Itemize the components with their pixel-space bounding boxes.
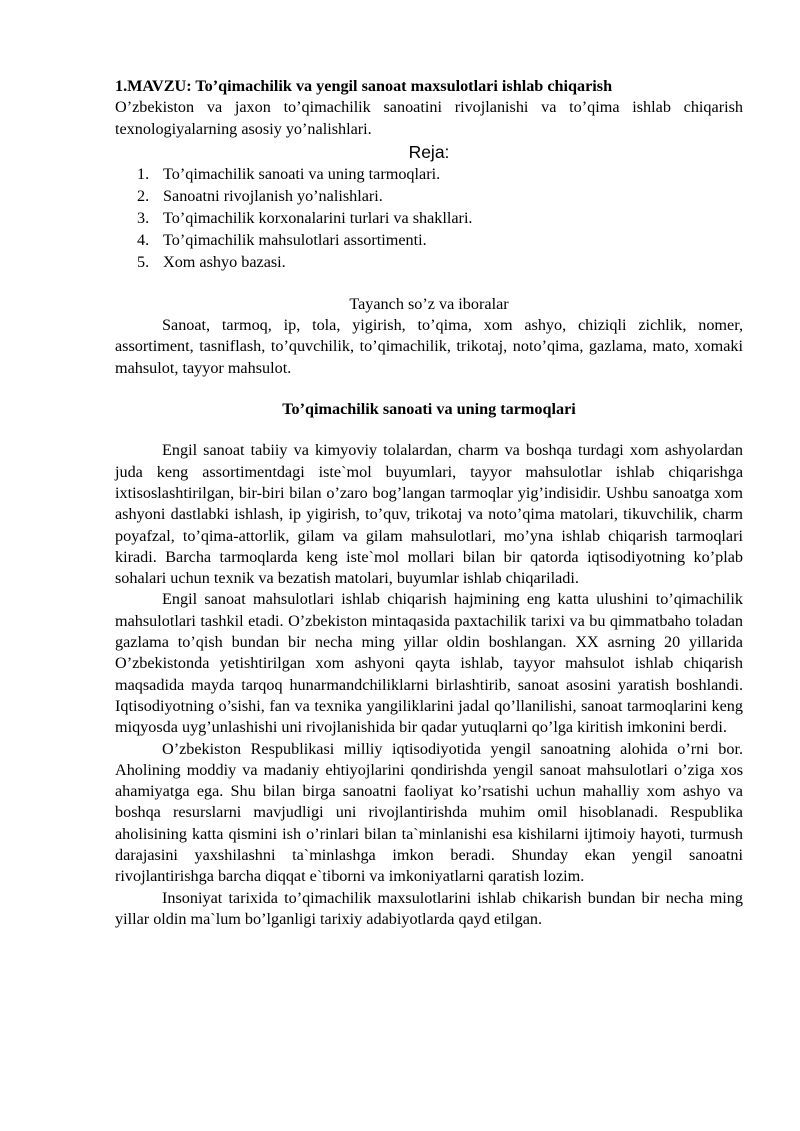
plan-item-number: 2.	[137, 186, 150, 205]
document-title: 1.MAVZU: To’qimachilik va yengil sanoat maxsulotlari ishlab chiqarish	[115, 77, 613, 95]
plan-item-text: To’qimachilik korxonalarini turlari va shakllari.	[163, 208, 473, 227]
section-heading: To’qimachilik sanoati va uning tarmoqlari	[282, 400, 576, 419]
plan-item-text: To’qimachilik sanoati va uning tarmoqlari.	[163, 164, 441, 183]
plan-item	[137, 164, 743, 186]
spacer	[115, 420, 743, 440]
body-paragraph: Insoniyat tarixida to’qimachilik maxsulotlarini ishlab chikarish bundan bir necha ming yillar oldin ma`lum bo’lganligi tarixiy adabiyotlarda qayd etilgan.	[115, 888, 743, 928]
plan-item-number: 4.	[137, 230, 150, 249]
plan-list	[115, 164, 743, 274]
plan-heading: Reja:	[408, 141, 450, 162]
keywords-heading: Tayanch so’z va iboralar	[349, 294, 509, 313]
spacer	[115, 274, 743, 294]
plan-item	[137, 208, 743, 230]
document-page	[115, 76, 743, 930]
body-paragraph: Engil sanoat mahsulotlari ishlab chiqarish hajmining eng katta ulushini to’qimachilik mahsulotlari tashkil etadi. O’zbekiston mintaqasida paxtachilik tarixi va bu qimmatbaho toladan gazlama to’qish bundan bir necha ming yillar oldin boshlangan. XX asrning 20 yillarida O’zbekistonda yetishtirilgan xom ashyoni qayta ishlab, tayyor mahsulot ishlab chiqarish maqsadida mayda tarqoq hunarmandchiliklarni birlashtirib, sanoat asosini yaratish boshlandi. Iqtisodiyotning o’sishi, fan va texnika yangiliklarini jadal qo’llanilishi, sanoat tarmoqlarini keng miqyosda uyg’unlashishi uni rivojlanishida bir qadar yutuqlarni qo’lga kiritish imkonini berdi.	[115, 590, 743, 737]
plan-item	[137, 186, 743, 208]
plan-item-text: To’qimachilik mahsulotlari assortimenti.	[163, 230, 427, 249]
spacer	[115, 379, 743, 399]
plan-item-number: 1.	[137, 164, 150, 183]
intro-text: O’zbekiston va jaxon to’qimachilik sanoatini rivojlanishi va to’qima ishlab chiqarish texnologiyalarning asosiy yo’nalishlari.	[115, 98, 743, 138]
body-paragraph: Engil sanoat tabiiy va kimyoviy tolalardan, charm va boshqa turdagi xom ashyolardan juda keng assortimentdagi iste`mol buyumlari, tayyor mahsulotlar ishlab chiqarishga ixtisoslashtirilgan, bir-biri bilan o’zaro bog’langan tarmoqlar yig’indisidir. Ushbu sanoatga xom ashyoni dastlabki ishlash, ip yigirish, to’quv, trikotaj va noto’qima matolari, tikuvchilik, charm poyafzal, to’qima-attorlik, gilam va gilam mahsulotlari, mo’yna ishlab chiqarish tarmoqlari kiradi. Barcha tarmoqlarda keng iste`mol mollari bilan bir qatorda iqtisodiyotning ko’plab sohalari uchun texnik va bezatish matolari, buyumlar ishlab chiqariladi.	[115, 441, 743, 588]
plan-item-number: 5.	[137, 252, 150, 271]
plan-item-number: 3.	[137, 208, 150, 227]
body-paragraph: O’zbekiston Respublikasi milliy iqtisodiyotida yengil sanoatning alohida o’rni bor. Aholining moddiy va madaniy ehtiyojlarini qondirishda yengil sanoat mahsulotlari o’ziga xos ahamiyatga ega. Shu bilan birga sanoatni faoliyat ko’rsatishi uchun mahalliy xom ashyo va boshqa resurslarni mavjudligi uni rivojlantirishda muhim omil hisoblanadi. Respublika aholisining katta qismini ish o’rinlari bilan ta`minlanishi esa kishilarni ijtimoiy hayoti, turmush darajasini yaxshilashni ta`minlashga imkon beradi. Shunday ekan yengil sanoatni rivojlantirishga barcha diqqat e`tiborni va imkoniyatlarni qaratish lozim.	[115, 739, 743, 886]
plan-item	[137, 252, 743, 274]
plan-item	[137, 230, 743, 252]
keywords-text: Sanoat, tarmoq, ip, tola, yigirish, to’qima, xom ashyo, chiziqli zichlik, nomer, assortiment, tasniflash, to’quvchilik, to’qimachilik, trikotaj, noto’qima, gazlama, mato, xomaki mahsulot, tayyor mahsulot.	[115, 316, 743, 377]
plan-item-text: Sanoatni rivojlanish yo’nalishlari.	[163, 186, 383, 205]
plan-item-text: Xom ashyo bazasi.	[163, 252, 286, 271]
